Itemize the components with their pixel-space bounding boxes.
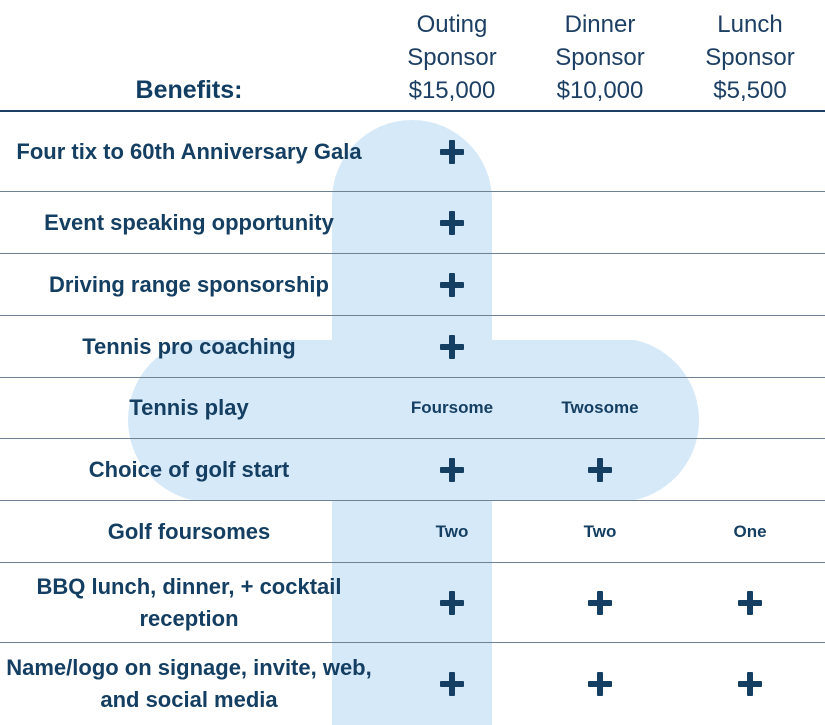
empty-cell <box>675 254 825 315</box>
column-header-dinner <box>525 8 675 107</box>
benefit-label: Golf foursomes <box>107 518 271 544</box>
benefit-row <box>0 254 825 315</box>
column-price: $5,500 <box>713 77 787 104</box>
benefit-label: Four tix to 60th Anniversary Gala <box>16 138 362 164</box>
column-name: Outing <box>416 11 488 38</box>
benefit-label: Tennis pro coaching <box>82 333 296 359</box>
plus-icon <box>377 439 527 500</box>
empty-cell <box>675 378 825 438</box>
cell-value: One <box>733 521 767 541</box>
plus-icon <box>525 563 675 642</box>
empty-cell <box>525 192 675 253</box>
benefit-label: BBQ lunch, dinner, + cocktail reception <box>36 573 342 631</box>
benefit-label: Name/logo on signage, invite, web, and social media <box>6 655 372 712</box>
plus-icon <box>525 643 675 725</box>
column-price: $10,000 <box>556 77 644 104</box>
benefit-row <box>0 439 825 500</box>
benefit-label: Event speaking opportunity <box>44 209 334 235</box>
cell-text <box>525 378 675 438</box>
benefit-label: Choice of golf start <box>88 456 290 482</box>
empty-cell <box>675 192 825 253</box>
plus-icon <box>377 316 527 377</box>
benefit-label: Driving range sponsorship <box>49 271 329 297</box>
cell-value: Foursome <box>410 398 494 417</box>
plus-icon <box>377 254 527 315</box>
benefit-row <box>0 643 825 725</box>
empty-cell <box>675 439 825 500</box>
plus-icon <box>377 643 527 725</box>
benefit-row <box>0 316 825 377</box>
cell-text <box>675 501 825 562</box>
plus-icon <box>377 563 527 642</box>
column-name: Dinner <box>564 11 636 38</box>
cell-text <box>377 378 527 438</box>
cell-text <box>377 501 527 562</box>
benefits-heading: Benefits: <box>135 76 243 104</box>
benefit-row <box>0 501 825 562</box>
plus-icon <box>377 112 527 191</box>
benefit-row <box>0 378 825 438</box>
cell-value: Two <box>583 521 617 541</box>
column-name: Lunch <box>717 11 783 38</box>
plus-icon <box>675 643 825 725</box>
column-price: $15,000 <box>408 77 496 104</box>
benefit-row <box>0 563 825 642</box>
cell-value: Two <box>435 521 469 541</box>
column-header-lunch <box>675 8 825 107</box>
empty-cell <box>675 316 825 377</box>
empty-cell <box>675 112 825 191</box>
plus-icon <box>377 192 527 253</box>
cell-text <box>525 501 675 562</box>
cell-value: Twosome <box>561 398 639 417</box>
plus-icon <box>675 563 825 642</box>
plus-icon <box>525 439 675 500</box>
column-role: Sponsor <box>705 44 795 71</box>
empty-cell <box>525 112 675 191</box>
empty-cell <box>525 316 675 377</box>
benefit-row <box>0 112 825 191</box>
empty-cell <box>525 254 675 315</box>
column-header-outing <box>377 8 527 107</box>
benefit-label: Tennis play <box>129 395 249 420</box>
benefit-row <box>0 192 825 253</box>
column-role: Sponsor <box>407 44 497 71</box>
column-role: Sponsor <box>555 44 645 71</box>
